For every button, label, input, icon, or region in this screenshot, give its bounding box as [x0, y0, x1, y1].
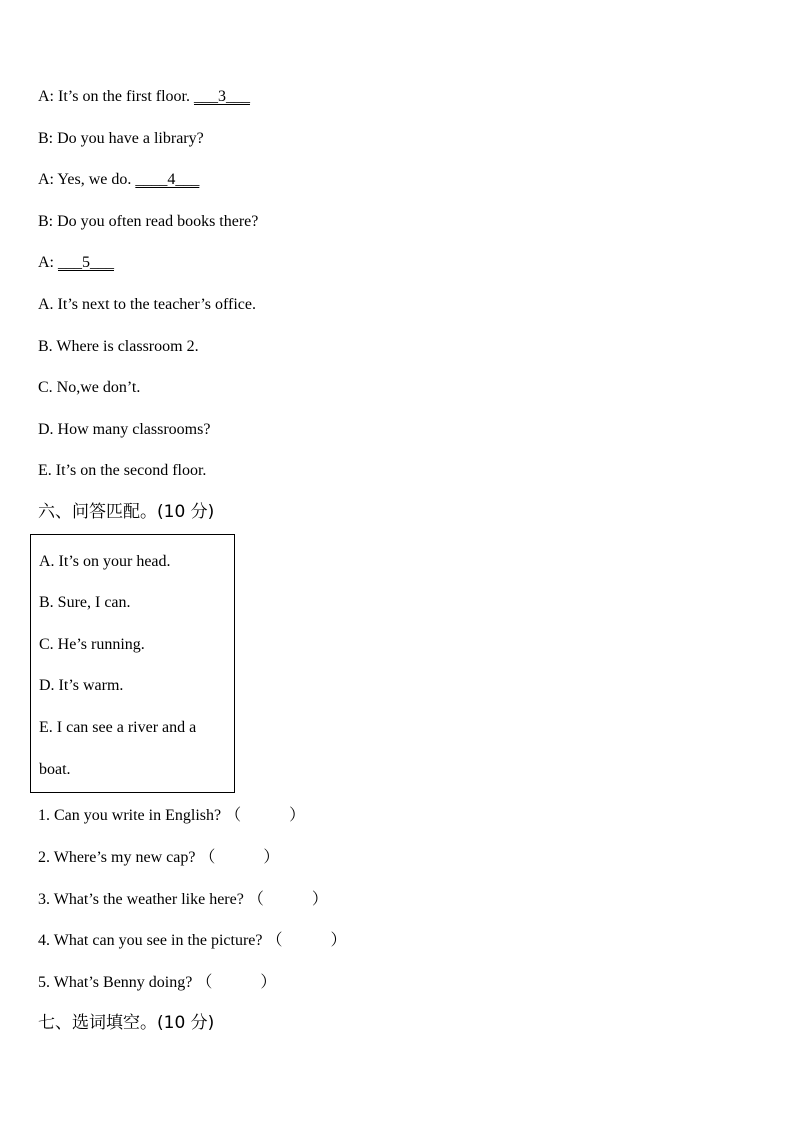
match-options-box — [30, 534, 235, 793]
dialogue-line-4 — [38, 212, 258, 232]
match-option-e-cont: boat. — [39, 761, 71, 778]
answer-paren-5[interactable]: （ ） — [196, 974, 277, 991]
dialogue-text: B: Do you have a library? — [38, 130, 204, 147]
answer-paren-3[interactable]: （ ） — [247, 891, 328, 908]
question-4 — [38, 931, 347, 951]
dialogue-option-b: B. Where is classroom 2. — [38, 338, 199, 355]
match-option-a: A. It’s on your head. — [39, 553, 171, 570]
dialogue-option-d: D. How many classrooms? — [38, 421, 211, 438]
match-option-e: E. I can see a river and a — [39, 719, 197, 736]
answer-paren-1[interactable]: （ ） — [225, 807, 306, 824]
dialogue-text: A: Yes, we do. — [38, 171, 136, 188]
dialogue-text: A: — [38, 254, 58, 271]
match-option-d: D. It’s warm. — [39, 677, 124, 694]
dialogue-line-5 — [38, 253, 114, 273]
dialogue-option-e: E. It’s on the second floor. — [38, 462, 207, 479]
question-text: 4. What can you see in the picture? — [38, 932, 263, 949]
section6-heading: 六、问答匹配。(10 分) — [38, 502, 215, 522]
question-3 — [38, 890, 328, 910]
dialogue-option-c: C. No,we don’t. — [38, 379, 141, 396]
question-text: 3. What’s the weather like here? — [38, 891, 244, 908]
question-text: 5. What’s Benny doing? — [38, 974, 193, 991]
dialogue-text: B: Do you often read books there? — [38, 213, 259, 230]
answer-blank-4[interactable]: ____4___ — [135, 171, 200, 188]
section7-heading: 七、选词填空。(10 分) — [38, 1013, 215, 1033]
question-text: 2. Where’s my new cap? — [38, 849, 196, 866]
dialogue-line-2 — [38, 129, 204, 149]
dialogue-text: A: It’s on the first floor. — [38, 88, 194, 105]
answer-blank-5[interactable]: ___5___ — [58, 254, 114, 271]
match-option-c: C. He’s running. — [39, 636, 145, 653]
question-2 — [38, 848, 279, 868]
dialogue-line-1 — [38, 87, 250, 107]
dialogue-line-3 — [38, 170, 199, 190]
answer-paren-2[interactable]: （ ） — [199, 849, 280, 866]
dialogue-option-a: A. It’s next to the teacher’s office. — [38, 296, 256, 313]
question-text: 1. Can you write in English? — [38, 807, 222, 824]
answer-blank-3[interactable]: ___3___ — [193, 88, 250, 105]
answer-paren-4[interactable]: （ ） — [266, 932, 347, 949]
match-option-b: B. Sure, I can. — [39, 594, 131, 611]
question-5 — [38, 973, 276, 993]
question-1 — [38, 806, 305, 826]
